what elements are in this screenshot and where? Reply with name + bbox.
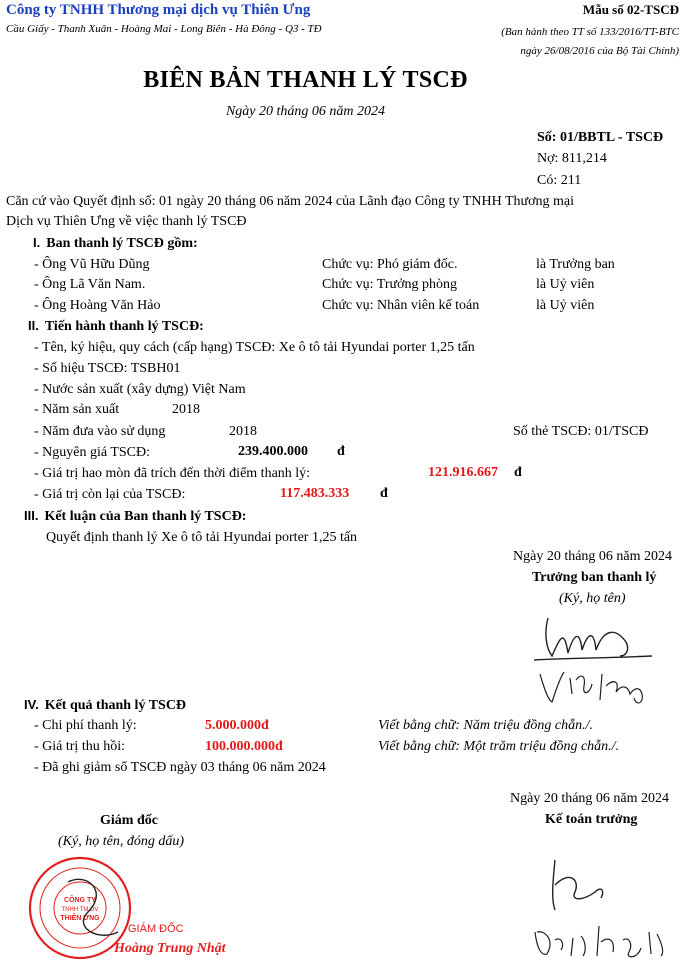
- depreciation-value: 121.916.667: [428, 465, 498, 480]
- member-role: là Trưởng ban: [536, 257, 615, 272]
- disposal-cost-label: - Chi phí thanh lý:: [34, 718, 137, 733]
- company-branches: Cầu Giấy - Thanh Xuân - Hoàng Mai - Long Biên - Hà Đông - Q3 - TĐ: [6, 23, 322, 35]
- svg-text:TNHH TM DV: TNHH TM DV: [61, 907, 99, 913]
- svg-text:CÔNG TY: CÔNG TY: [64, 897, 96, 904]
- member-position: Chức vụ: Phó giám đốc.: [322, 257, 458, 272]
- section2-heading: [28, 318, 204, 335]
- member-name: - Ông Lã Văn Nam.: [34, 277, 146, 292]
- credit-account: Có: 211: [537, 173, 582, 188]
- accountant-sign-date: Ngày 20 tháng 06 năm 2024: [510, 791, 670, 806]
- stamp-name: Hoàng Trung Nhật: [114, 941, 226, 956]
- asset-country: - Nước sản xuất (xây dựng) Việt Nam: [34, 382, 246, 397]
- director-sign-note: (Ký, họ tên, đóng dấu): [58, 834, 184, 849]
- form-number: Mẫu số 02-TSCĐ: [582, 2, 679, 17]
- section1-roman: I.: [33, 235, 41, 250]
- member-position: Chức vụ: Nhân viên kế toán: [322, 298, 480, 313]
- section4-title: Kết quả thanh lý TSCĐ: [44, 698, 187, 713]
- section3-heading: [24, 508, 246, 525]
- year-used-label: - Năm đưa vào sử dụng: [34, 424, 166, 439]
- form-note-line1: (Ban hành theo TT số 133/2016/TT-BTC: [501, 26, 679, 38]
- depreciation-label: - Giá trị hao mòn đã trích đến thời điểm thanh lý:: [34, 466, 311, 481]
- debit-account: Nợ: 811,214: [537, 151, 607, 166]
- section2-roman: II.: [28, 318, 39, 333]
- cost-unit: đ: [337, 444, 345, 459]
- asset-name: - Tên, ký hiệu, quy cách (cấp hạng) TSCĐ: Xe ô tô tải Hyundai porter 1,25 tấn: [34, 340, 475, 355]
- document-number: Số: 01/BBTL - TSCĐ: [537, 130, 664, 145]
- recovered-value-words: Viết bằng chữ: Một trăm triệu đồng chẵn./.: [378, 739, 620, 754]
- section3-title: Kết luận của Ban thanh lý TSCĐ:: [44, 509, 247, 524]
- section2-title: Tiến hành thanh lý TSCĐ:: [44, 319, 204, 334]
- basis-line1: Căn cứ vào Quyết định số: 01 ngày 20 tháng 06 năm 2024 của Lãnh đạo Công ty TNHH Thương mại: [6, 194, 574, 209]
- document-date: Ngày 20 tháng 06 năm 2024: [225, 104, 386, 119]
- disposal-cost-words: Viết bằng chữ: Năm triệu đồng chẵn./.: [378, 718, 594, 733]
- depreciation-unit: đ: [514, 465, 522, 480]
- remaining-value: 117.483.333: [280, 486, 350, 501]
- section1-title: Ban thanh lý TSCĐ gồm:: [46, 236, 198, 251]
- basis-line2: Dịch vụ Thiên Ưng về việc thanh lý TSCĐ: [6, 214, 247, 229]
- remaining-value-label: - Giá trị còn lại của TSCĐ:: [34, 487, 186, 502]
- recovered-value-label: - Giá trị thu hồi:: [34, 739, 125, 754]
- section3-roman: III.: [24, 508, 39, 523]
- document-title: BIÊN BẢN THANH LÝ TSCĐ: [143, 67, 468, 93]
- writeoff-note: - Đã ghi giảm sổ TSCĐ ngày 03 tháng 06 năm 2024: [34, 760, 326, 775]
- cost-value: 239.400.000: [238, 444, 308, 459]
- stamp-title: GIÁM ĐỐC: [128, 923, 184, 935]
- chair-title: Trưởng ban thanh lý: [532, 570, 657, 585]
- member-position: Chức vụ: Trưởng phòng: [322, 277, 457, 292]
- company-name: Công ty TNHH Thương mại dịch vụ Thiên Ưng: [6, 2, 311, 18]
- asset-serial: - Số hiệu TSCĐ: TSBH01: [34, 361, 181, 376]
- recovered-value: 100.000.000đ: [205, 739, 283, 754]
- accountant-title: Kế toán trưởng: [545, 812, 638, 827]
- chair-sign-date: Ngày 20 tháng 06 năm 2024: [513, 549, 673, 564]
- year-made-label: - Năm sản xuất: [34, 402, 120, 417]
- year-made-value: 2018: [172, 402, 200, 417]
- section4-heading: [24, 697, 186, 714]
- section4-roman: IV.: [24, 697, 39, 712]
- year-used-value: 2018: [229, 424, 257, 439]
- conclusion-text: Quyết định thanh lý Xe ô tô tải Hyundai porter 1,25 tấn: [46, 530, 358, 545]
- disposal-cost-value: 5.000.000đ: [205, 718, 269, 733]
- asset-card-number: Số thẻ TSCĐ: 01/TSCĐ: [513, 424, 649, 439]
- director-title: Giám đốc: [100, 813, 158, 828]
- cost-label: - Nguyên giá TSCĐ:: [34, 445, 151, 460]
- accountant-signature: [525, 840, 685, 965]
- member-role: là Uỷ viên: [536, 298, 595, 313]
- member-name: - Ông Hoàng Văn Hảo: [34, 298, 161, 313]
- section1-heading: [33, 235, 198, 252]
- svg-text:THIÊN ƯNG: THIÊN ƯNG: [60, 915, 100, 922]
- company-stamp: [28, 852, 228, 964]
- form-note-line2: ngày 26/08/2016 của Bộ Tài Chính): [520, 45, 679, 57]
- member-name: - Ông Vũ Hữu Dũng: [34, 257, 150, 272]
- member-role: là Uỷ viên: [536, 277, 595, 292]
- remaining-value-unit: đ: [380, 486, 388, 501]
- chair-signature: [530, 608, 660, 708]
- chair-sign-note: (Ký, họ tên): [559, 591, 626, 606]
